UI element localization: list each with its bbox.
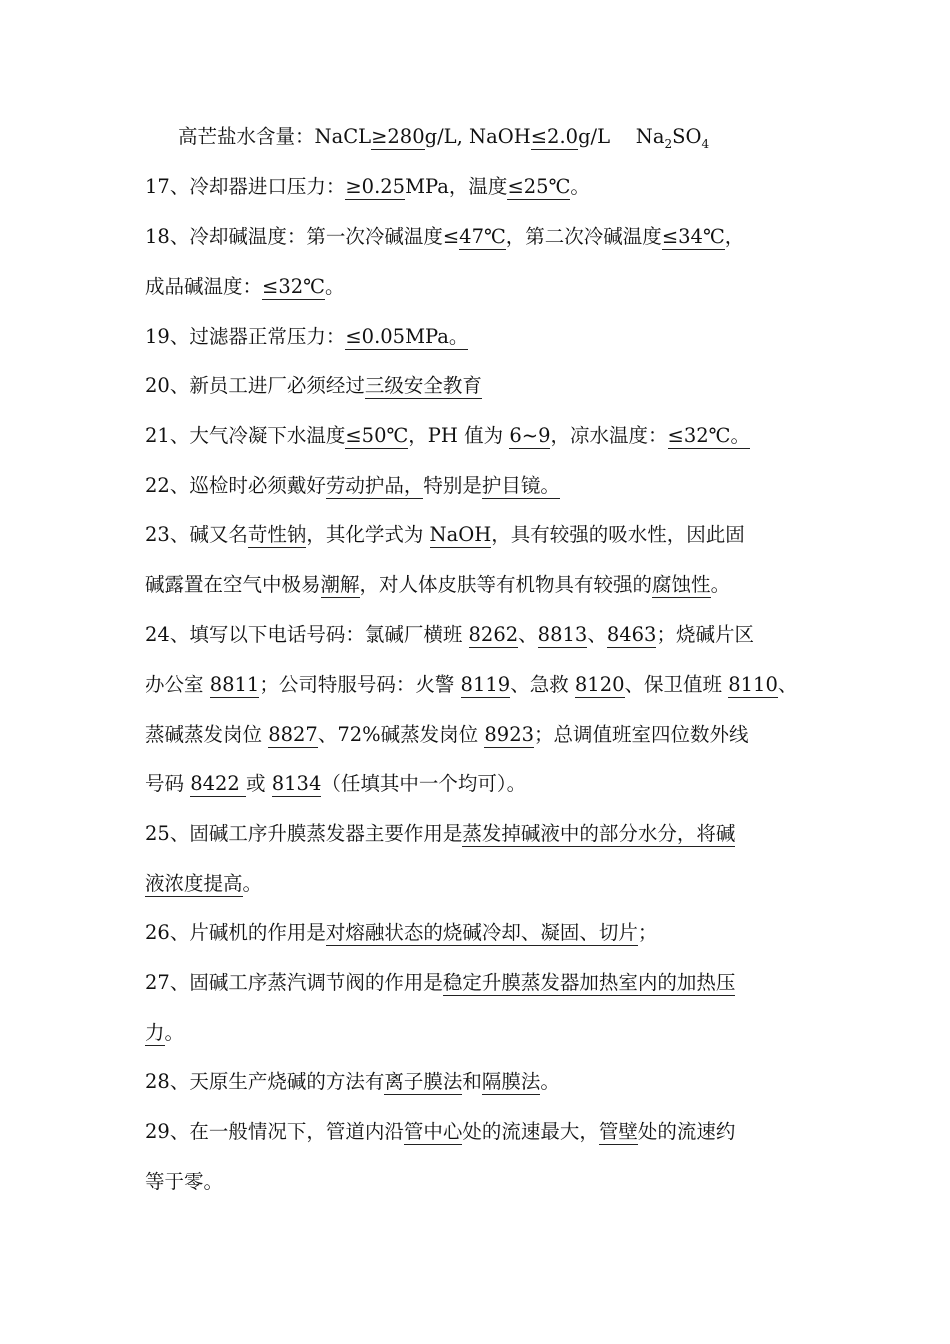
- item-22: 22、巡检时必须戴好劳动护品，特别是护目镜。: [145, 474, 560, 497]
- item-27: 27、固碱工序蒸汽调节阀的作用是稳定升膜蒸发器加热室内的加热压: [145, 971, 736, 994]
- item-24-cont-3: 号码 8422 或 8134（任填其中一个均可）。: [145, 772, 527, 795]
- item-24-cont-2: 蒸碱蒸发岗位 8827、72%碱蒸发岗位 8923；总调值班室四位数外线: [145, 723, 749, 746]
- item-25-cont: 液浓度提高。: [145, 872, 263, 895]
- item-20: 20、新员工进厂必须经过三级安全教育: [145, 374, 482, 397]
- item-24-cont-1: 办公室 8811；公司特服号码：火警 8119、急救 8120、保卫值班 8110、: [145, 673, 798, 696]
- item-17: 17、冷却器进口压力：≥0.25MPa，温度≤25℃。: [145, 175, 590, 198]
- item-25: 25、固碱工序升膜蒸发器主要作用是蒸发掉碱液中的部分水分，将碱: [145, 822, 736, 845]
- item-18-cont: 成品碱温度：≤32℃。: [145, 275, 345, 298]
- line-brine-content: 高芒盐水含量：NaCL≥280g/L, NaOH≤2.0g/L $Na_2SO_4$: [178, 125, 710, 151]
- item-26: 26、片碱机的作用是对熔融状态的烧碱冷却、凝固、切片；: [145, 921, 658, 944]
- item-28: 28、天原生产烧碱的方法有离子膜法和隔膜法。: [145, 1070, 560, 1093]
- item-23-cont: 碱露置在空气中极易潮解，对人体皮肤等有机物具有较强的腐蚀性。: [145, 573, 731, 596]
- item-29-cont: 等于零。: [145, 1170, 224, 1193]
- item-24: 24、填写以下电话号码：氯碱厂横班 8262、8813、8463；烧碱片区: [145, 623, 754, 646]
- item-23: 23、碱又名苛性钠，其化学式为 NaOH，具有较强的吸水性，因此固: [145, 523, 745, 546]
- item-29: 29、在一般情况下，管道内沿管中心处的流速最大，管壁处的流速约: [145, 1120, 736, 1143]
- item-18: 18、冷却碱温度：第一次冷碱温度≤47℃，第二次冷碱温度≤34℃，: [145, 225, 745, 248]
- item-19: 19、过滤器正常压力：≤0.05MPa。: [145, 325, 469, 348]
- item-27-cont: 力。: [145, 1021, 185, 1044]
- item-21: 21、大气冷凝下水温度≤50℃，PH 值为 6~9，凉水温度：≤32℃。: [145, 424, 750, 447]
